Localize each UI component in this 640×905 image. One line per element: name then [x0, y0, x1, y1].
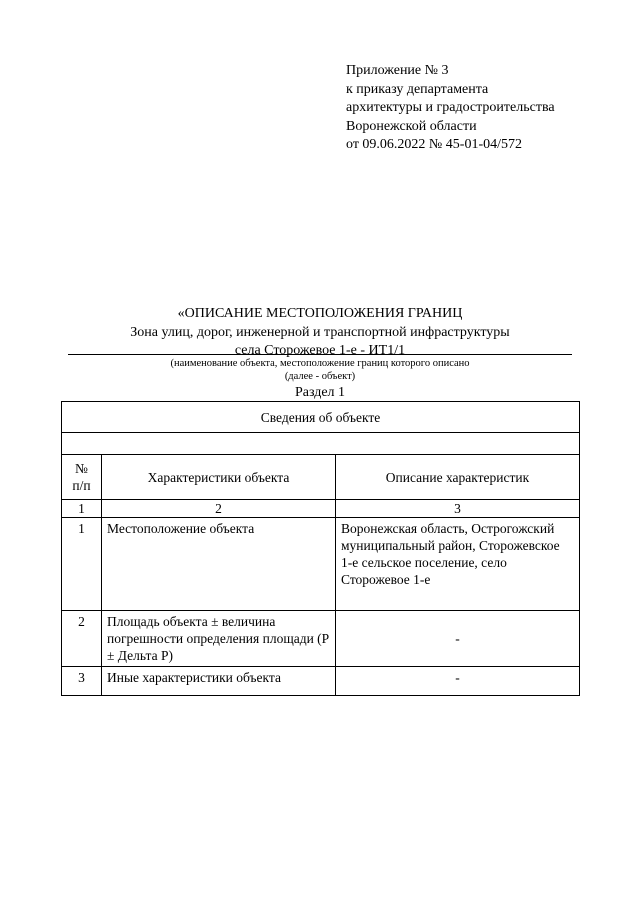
table-caption-row	[62, 402, 580, 433]
section-label: Раздел 1	[294, 385, 346, 400]
appendix-line: к приказу департамента	[346, 81, 489, 97]
title-note-line-2: (далее - объект)	[284, 371, 356, 382]
document-title	[68, 305, 572, 382]
appendix-line: от 09.06.2022 № 45-01-04/572	[346, 137, 523, 152]
appendix-header	[346, 62, 555, 155]
row-description: Воронежская область, Острогожский муниципальный район, Сторожевское 1-е сельское поселение, село Сторожевое 1-е	[336, 518, 580, 611]
table-row	[62, 518, 580, 611]
index-cell: 2	[102, 500, 336, 518]
table-header-row	[62, 455, 580, 500]
index-cell: 3	[336, 500, 580, 518]
table-index-row	[62, 500, 580, 518]
table-caption: Сведения об объекте	[62, 402, 580, 433]
title-line-3: села Сторожевое 1-е - ИТ1/1	[234, 343, 406, 358]
row-num: 2	[62, 611, 102, 667]
row-characteristic: Площадь объекта ± величина погрешности определения площади (Р ± Дельта Р)	[102, 611, 336, 667]
row-description: -	[336, 611, 580, 667]
row-characteristic: Иные характеристики объекта	[102, 667, 336, 696]
row-num: 1	[62, 518, 102, 611]
title-note-line-1: (наименование объекта, местоположение границ которого описано	[170, 358, 470, 369]
index-cell: 1	[62, 500, 102, 518]
row-description: -	[336, 667, 580, 696]
table-row	[62, 611, 580, 667]
table-spacer-cell	[62, 433, 580, 455]
header-num: № п/п	[62, 455, 102, 500]
appendix-line: Воронежской области	[346, 118, 477, 134]
title-underline	[68, 354, 572, 355]
header-characteristics: Характеристики объекта	[102, 455, 336, 500]
title-note	[68, 357, 572, 383]
appendix-line: Приложение № 3	[346, 63, 449, 78]
title-line-1: «ОПИСАНИЕ МЕСТОПОЛОЖЕНИЯ ГРАНИЦ	[177, 306, 463, 321]
table-spacer-row	[62, 433, 580, 455]
object-info-table	[61, 401, 580, 696]
row-num: 3	[62, 667, 102, 696]
title-line-2: Зона улиц, дорог, инженерной и транспортной инфраструктуры	[130, 324, 510, 340]
header-description: Описание характеристик	[336, 455, 580, 500]
table-row	[62, 667, 580, 696]
appendix-line: архитектуры и градостроительства	[346, 100, 555, 115]
row-characteristic: Местоположение объекта	[102, 518, 336, 611]
